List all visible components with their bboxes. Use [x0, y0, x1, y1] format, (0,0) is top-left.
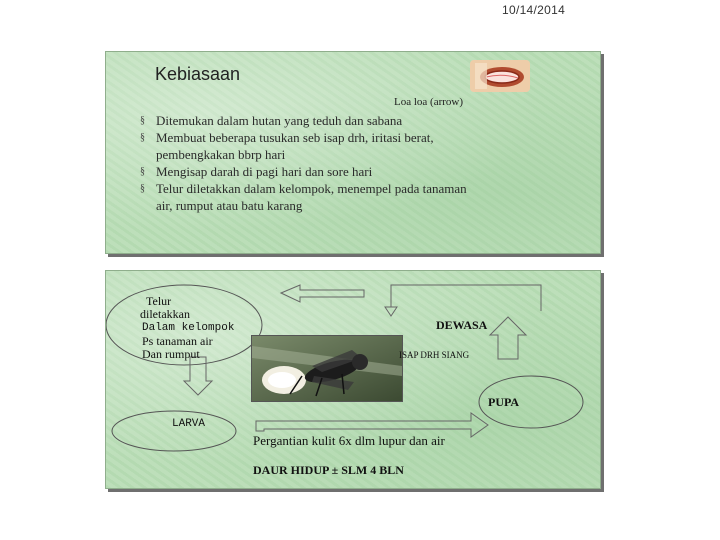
habits-panel	[105, 51, 601, 254]
up-arrow-to-adult	[490, 317, 526, 359]
panel-title: Kebiasaan	[155, 64, 241, 84]
lifecycle-panel	[105, 270, 601, 489]
egg-line-3: Dalam kelompok	[142, 322, 235, 334]
egg-line-1: Telur	[146, 294, 172, 308]
list-item	[140, 129, 470, 163]
fly-photo	[251, 335, 403, 402]
habits-list	[140, 112, 470, 214]
list-item	[140, 180, 470, 214]
left-arrow-to-eggs	[281, 285, 364, 302]
slide-date: 10/14/2014	[502, 3, 566, 17]
horsefly-icon	[252, 336, 402, 401]
egg-line-5: Dan rumput	[142, 347, 200, 361]
lifecycle-duration: DAUR HIDUP ± SLM 4 BLN	[253, 463, 404, 477]
list-item-text: Membuat beberapa tusukan seb isap drh, iritasi berat, pembengkakan bbrp hari	[156, 130, 434, 162]
bullet-icon: §	[140, 183, 145, 194]
egg-line-4: Ps tanaman air	[142, 334, 213, 348]
down-arrow-to-larva	[184, 357, 212, 395]
list-item-text: Ditemukan dalam hutan yang teduh dan sabana	[156, 113, 403, 128]
larva-stage-ellipse	[112, 411, 236, 451]
adult-stage-label: DEWASA	[436, 318, 488, 332]
larva-stage-label: LARVA	[172, 418, 206, 430]
eye-photo-icon	[470, 60, 530, 92]
loa-loa-eye-photo	[470, 60, 530, 92]
bullet-icon: §	[140, 115, 145, 126]
adult-loop-arrow	[391, 285, 541, 311]
pupa-stage-label: PUPA	[488, 395, 520, 409]
list-item-text: Mengisap darah di pagi hari dan sore hari	[156, 164, 373, 179]
molting-text: Pergantian kulit 6x dlm lupur dan air	[253, 433, 445, 448]
list-item	[140, 112, 470, 129]
bullet-icon: §	[140, 132, 145, 143]
list-item-text: Telur diletakkan dalam kelompok, menempel pada tanaman air, rumput atau batu karang	[156, 181, 467, 213]
feeding-label: ISAP DRH SIANG	[399, 350, 470, 360]
photo-caption: Loa loa (arrow)	[394, 96, 464, 108]
egg-line-2: diletakkan	[140, 307, 190, 321]
list-item	[140, 163, 470, 180]
arrow-head-icon	[385, 307, 397, 316]
bullet-icon: §	[140, 166, 145, 177]
